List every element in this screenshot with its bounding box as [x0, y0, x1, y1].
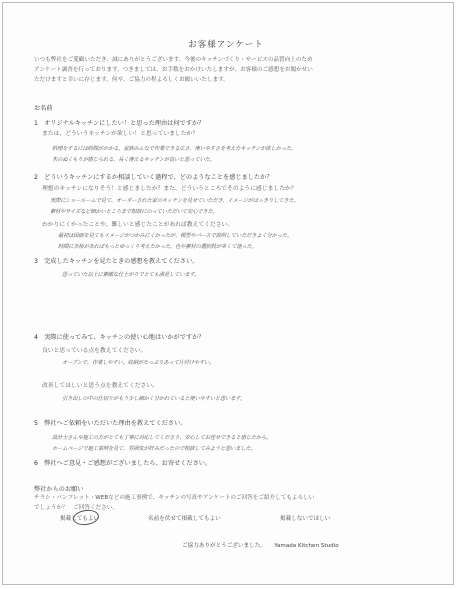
- answer-1-line-2: 木のぬくもりが感じられる、長く使えるキッチンが良いと思っていた。: [52, 157, 215, 163]
- question-2: 2 どういうキッチンにするか相談していく過程で、どのようなことを感じましたか？: [34, 174, 273, 181]
- request-text-2: でしょうか？ ご回答ください。: [34, 505, 118, 511]
- question-2-sub-2: わかりにくかったことや、難しいと感じたことがあれば教えてください。: [42, 222, 234, 228]
- answer-3: 思っていた以上に素敵な仕上がりでとても満足しています。: [62, 272, 200, 278]
- name-label: お名前: [34, 105, 53, 112]
- answer-2-line-2: 素材やサイズなど細かいところまで相談にのっていただいて安心できた。: [50, 209, 218, 215]
- question-4-good-label: 良いと思っている点を教えてください。: [42, 348, 147, 354]
- answer-4-bad: 引き出しの中の仕切りがもう少し細かく分かれていると使いやすいと思います。: [62, 396, 246, 402]
- answer-2b-line-1: 最初は図面を見てもイメージがつかみにくかったが、模型やパースで説明していただきよく分かった。: [58, 233, 293, 239]
- option-no-publish[interactable]: 掲載しないでほしい: [280, 516, 331, 522]
- request-label: 弊社からのお願い: [34, 486, 84, 493]
- request-text-1: チラシ・パンフレット・WEBなどの施工事例で、キッチンの写真やアンケートのご回答をご紹介してもよろしい: [34, 495, 315, 501]
- intro-line-3: ただけますと幸いに存じます。何卒、ご協力の程よろしくお願いいたします。: [34, 77, 229, 83]
- answer-4-good: オープンで、作業しやすい。収納がたっぷりあって片付けやすい。: [62, 360, 215, 366]
- footer-thanks: ご協力ありがとうございました。 Yamada Kitchen Studio: [182, 543, 339, 549]
- answer-5-line-2: ホームページで施工事例を見て、雰囲気が好みだったので相談してみようと思いました。: [52, 446, 256, 452]
- answer-2b-line-2: 時間に余裕があればもっとゆっくり考えたかった。色や素材の選択肢が多くて迷った。: [58, 244, 257, 250]
- question-4-bad-label: 改善してほしいと思う点を教えてください。: [42, 383, 158, 389]
- question-6: 6 弊社へご意見・ご感想がございましたら、お寄せください。: [34, 460, 212, 467]
- answer-2-line-1: 実際にショールームで見て、オーダーされた家のキッチンを見せていただき、イメージがはっきりしてきた。: [50, 198, 299, 204]
- question-1-sub: または、どういうキッチンが欲しい！と思っていましたか？: [42, 131, 199, 137]
- option-publish-anonymous[interactable]: 名前を伏せて掲載してもよい: [148, 516, 221, 522]
- question-3: 3 完成したキッチンを見たときの感想を教えてください。: [34, 258, 199, 265]
- page-title: お客様アンケート: [188, 40, 264, 50]
- question-2-sub: 理想のキッチンになりそう！と感じましたか？また、どういうところでそのように感じましたか？: [42, 186, 297, 192]
- option-publish[interactable]: 掲載してもよい: [60, 516, 100, 522]
- answer-1-line-1: 料理をするには時間がかかる。家族みんなで作業できる広さ、使いやすさを考えたキッチンが欲しかった。: [52, 146, 297, 152]
- answer-5-line-1: 設計士さんや施工の方がとても丁寧に対応してくださり、安心してお任せできると感じたから。: [52, 435, 272, 441]
- intro-line-1: いつも弊社をご愛顧いただき、誠にありがとうございます。今後のキッチンづくり・サービスの品質向上のため: [34, 57, 313, 63]
- question-1: 1 オリジナルキッチンにしたい！と思った理由は何ですか？: [34, 120, 205, 127]
- intro-line-2: アンケート調査を行っております。つきましては、お手数をおかけいたしますが、お客様のご感想をお聞かせい: [34, 67, 313, 73]
- question-5: 5 弊社へご依頼をいただいた理由を教えてください。: [34, 420, 187, 427]
- question-4: 4 実際に使ってみて、キッチンの使い心地はいかがですか？: [34, 334, 205, 341]
